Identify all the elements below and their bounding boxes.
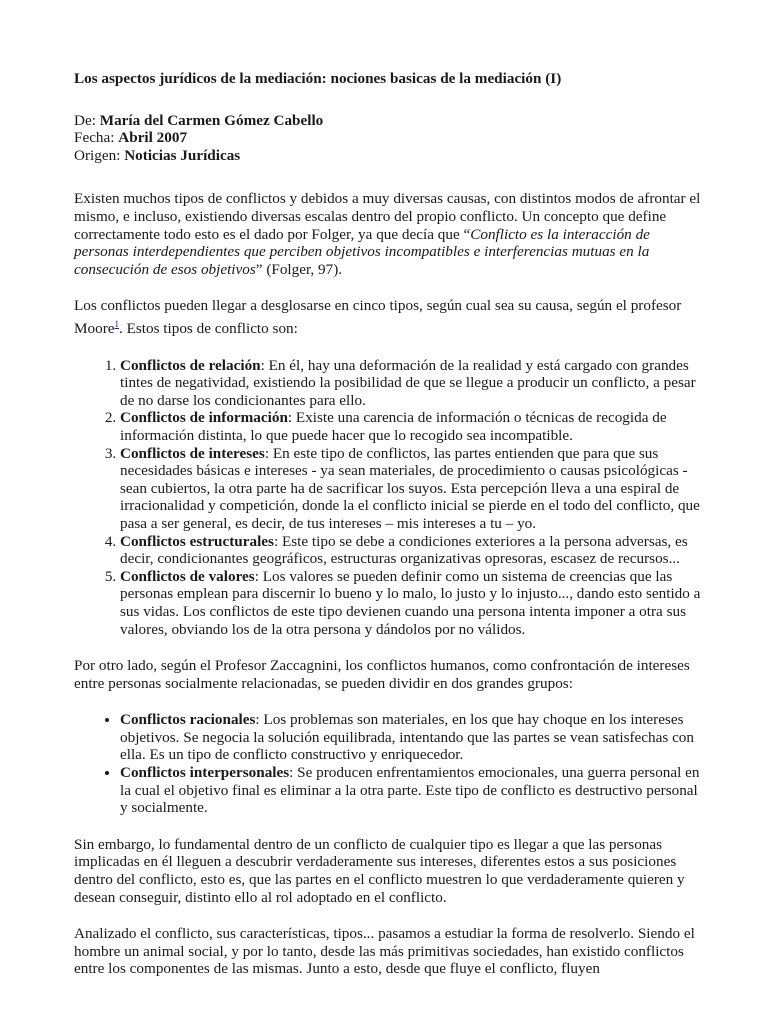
paragraph-resolution: Analizado el conflicto, sus características, tipos... pasamos a estudiar la forma de resolverlo. Siendo el hombre un animal social, y por lo tanto, desde las más primitivas sociedades, han existido conflictos entre los componentes de las mismas. Junto a esto, desde que fluye el conflicto, fluyen [74, 925, 695, 978]
conflict-groups-list [74, 711, 706, 817]
intro-citation: ” (Folger, 97). [255, 260, 343, 278]
paragraph-types-intro [74, 297, 706, 337]
list-item-desc: : Existe una carencia de información o técnicas de recogida de información distinta, lo que puede hacer que lo recogido sea incompatible. [120, 409, 667, 444]
list-item-desc: : Se producen enfrentamientos emocionales, una guerra personal en la cual el objetivo final es eliminar a la otra parte. Este tipo de conflicto es destructivo personal y socialmente. [120, 764, 700, 817]
source-line [74, 147, 706, 165]
date-value: Abril 2007 [118, 129, 188, 147]
author-line [74, 112, 706, 130]
source-label: Origen: [74, 146, 121, 164]
list-item [120, 445, 706, 533]
document-title: Los aspectos jurídicos de la mediación: nociones basicas de la mediación (I) [74, 70, 562, 87]
list-item [120, 533, 706, 568]
date-line [74, 129, 706, 147]
conflict-types-list [74, 357, 706, 639]
list-item-term: Conflictos de valores [120, 567, 255, 585]
list-item-term: Conflictos de intereses [120, 444, 265, 462]
author-name: María del Carmen Gómez Cabello [99, 111, 324, 129]
list-item-term: Conflictos racionales [120, 711, 256, 729]
list-item [120, 711, 706, 764]
paragraph-intro [74, 190, 706, 278]
list-item-desc: : En él, hay una deformación de la realidad y está cargado con grandes tintes de negatividad, existiendo la posibilidad de que se llegue a producir un conflicto, a pesar de no darse los condicionantes para ello. [120, 356, 696, 409]
paragraph-zaccagnini: Por otro lado, según el Profesor Zaccagnini, los conflictos humanos, como confrontación de intereses entre personas socialmente relacionadas, se pueden dividir en dos grandes grupos: [74, 657, 690, 692]
types-intro-text: Los conflictos pueden llegar a desglosarse en cinco tipos, según cual sea su causa, según el profesor Moore [74, 297, 682, 337]
types-intro-end: . Estos tipos de conflicto son: [119, 320, 298, 337]
list-item-desc: : En este tipo de conflictos, las partes entienden que para que sus necesidades básicas e intereses - ya sean materiales, de procedimiento o causas psicológicas - sean cubiertos, la otra parte ha de sacrificar los suyos. Esta percepción lleva a una espiral de irracionalidad y competición, donde la el conflicto inicial se pierde en el todo del conflicto, que pasa a ser general, es decir, de tus intereses – mis intereses a tu – yo. [120, 444, 700, 532]
source-value: Noticias Jurídicas [124, 146, 241, 164]
intro-text: Existen muchos tipos de conflictos y debidos a muy diversas causas, con distintos modos de afrontar el mismo, e incluso, existiendo diversas escalas dentro del propio conflicto. Un concepto que define correctamente todo esto es el dado por Folger, ya que decía que “ [74, 190, 701, 243]
list-item [120, 409, 706, 444]
document-page [74, 70, 706, 997]
list-item [120, 764, 706, 817]
list-item-desc: : Este tipo se debe a condiciones exteriores a la persona adversas, es decir, condicionantes geográficos, estructuras organizativas opresoras, escasez de recursos... [120, 532, 688, 568]
list-item-desc: : Los problemas son materiales, en los que hay choque en los intereses objetivos. Se negocia la solución equilibrada, intentando que las partes se vean satisfechas con ella. Es un tipo de conflicto constructivo y enriquecedor. [120, 711, 694, 764]
list-item-desc: : Los valores se pueden definir como un sistema de creencias que las personas emplean para discernir lo bueno y lo malo, lo justo y lo injusto..., dando esto sentido a sus vidas. Los conflictos de este tipo devienen cuando una persona intenta imponer a otra sus valores, obviando los de la otra persona y dándolos por no válidos. [120, 567, 701, 638]
document-meta [74, 112, 706, 165]
footnote-link[interactable]: 1 [114, 318, 119, 329]
list-item-term: Conflictos estructurales [120, 532, 274, 550]
list-item [120, 568, 706, 638]
paragraph-interests: Sin embargo, lo fundamental dentro de un conflicto de cualquier tipo es llegar a que las personas implicadas en él lleguen a descubrir verdaderamente sus intereses, diferentes estos a sus posiciones dentro del conflicto, esto es, que las partes en el conflicto muestren lo que verdaderamente quieren y desean conseguir, distinto ello al rol adoptado en el conflicto. [74, 835, 685, 906]
list-item-term: Conflictos de relación [120, 356, 261, 374]
date-label: Fecha: [74, 129, 115, 147]
folger-quote: Conflicto es la interacción de personas interdependientes que perciben objetivos incompatibles e interferencias mutuas en la consecución de esos objetivos [74, 225, 650, 278]
list-item-term: Conflictos de información [120, 409, 288, 427]
list-item [120, 357, 706, 410]
author-label: De: [74, 111, 96, 129]
list-item-term: Conflictos interpersonales [120, 764, 290, 782]
